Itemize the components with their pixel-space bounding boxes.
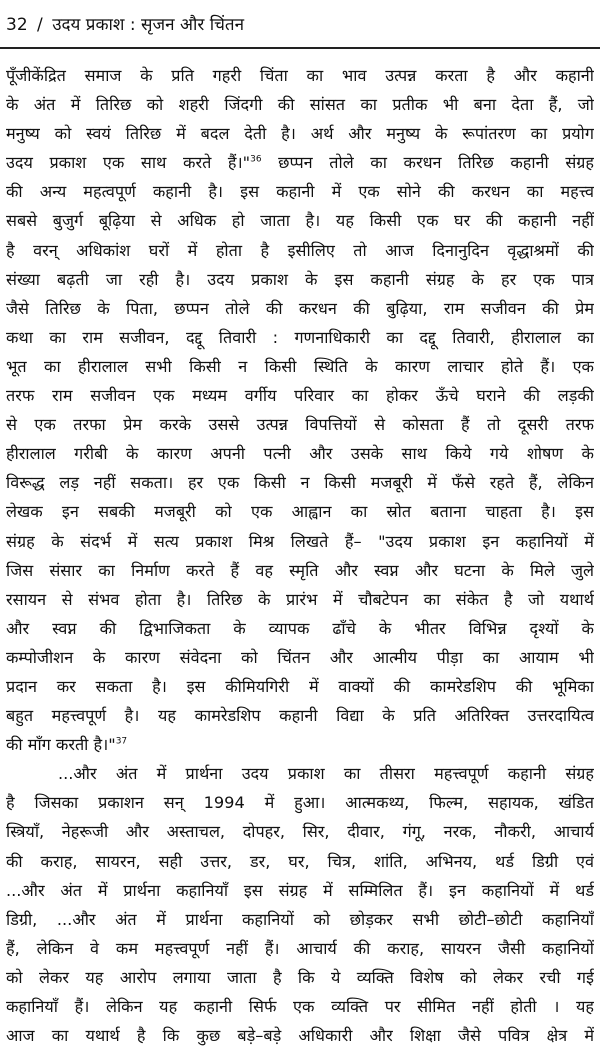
text-line-part: छप्पन तोले का करधन तिरिछ कहानी संग्रह: [261, 153, 594, 173]
page-number: 32: [6, 15, 28, 35]
text-line: कम्पोजीशन के कारण संवेदना को चिंतन और आत्मीय पीड़ा का आयाम भी: [6, 647, 594, 667]
footnote-marker: 37: [115, 736, 128, 747]
text-line: हीरालाल गरीबी के कारण अपनी पत्नी और उसके साथ किये गये शोषण के: [6, 444, 594, 464]
text-line: को लेकर यह आरोप लगाया जाता है कि ये व्यक्ति विशेष को लेकर रची गई: [6, 967, 594, 987]
text-line: जैसे तिरिछ के पिता, छप्पन तोले की करधन की बुढ़िया, राम सजीवन की प्रेम: [6, 298, 594, 318]
text-line-part: उदय प्रकाश एक साथ करते हैं।": [6, 153, 251, 173]
text-line: है जिसका प्रकाशन सन् 1994 में हुआ। आत्मकथ्य, फिल्म, सहायक, खंडित: [6, 793, 594, 813]
text-line: पूँजीकेंद्रित समाज के प्रति गहरी चिंता का भाव उत्पन्न करता है और कहानी: [6, 66, 594, 85]
text-line: रसायन से संभव होता है। तिरिछ के प्रारंभ में चौबटेपन का संकेत है जो यथार्थ: [6, 589, 594, 609]
text-line: की अन्य महत्वपूर्ण कहानी है। इस कहानी में एक सोने की करधन का महत्त्व: [6, 182, 594, 202]
text-line: से एक तरफा प्रेम करके उससे उत्पन्न विपत्तियों से कोसता हैं तो दूसरी तरफ: [6, 415, 594, 435]
text-line: विरूद्ध लड़ नहीं सकता। हर एक किसी न किसी मजबूरी में फँसे रहते हैं, लेकिन: [6, 473, 594, 493]
text-line: ...और अंत में प्रार्थना कहानियाँ इस संग्रह में सम्मिलित हैं। इन कहानियों में थर्ड: [6, 880, 594, 900]
body-text: [6, 61, 594, 1050]
text-line: आज का यथार्थ है कि कुछ बड़े–बड़े अधिकारी और शिक्षा जैसे पवित्र क्षेत्र में: [6, 1026, 594, 1046]
text-line: बहुत महत्त्वपूर्ण है। यह कामरेडशिप कहानी विद्या के प्रति अतिरिक्त उत्तरदायित्व: [6, 706, 594, 726]
text-line: कथा का राम सजीवन, दद्दू तिवारी : गणनाधिकारी का दद्दू तिवारी, हीरालाल का: [6, 327, 594, 347]
text-line: तरफ राम सजीवन एक मध्यम वर्गीय परिवार का होकर ऊँचे घराने की लड़की: [6, 386, 594, 406]
text-line: डिग्री, ...और अंत में प्रार्थना कहानियों को छोड़कर सभी छोटी–छोटी कहानियाँ: [6, 909, 594, 929]
text-line-part: की माँग करती है।": [6, 735, 116, 755]
text-line: [6, 730, 594, 759]
text-line: जिस संसार का निर्माण करते हैं वह स्मृति और स्वप्न और घटना के मिले जुले: [6, 560, 594, 580]
text-line: भूत का हीरालाल सभी किसी न किसी स्थिति के कारण लाचार होते हैं। एक: [6, 356, 594, 376]
text-line: प्रदान कर सकता है। इस कीमियगिरी में वाक्यों की कामरेडशिप की भूमिका: [6, 676, 594, 696]
text-line: है वरन् अधिकांश घरों में होता है इसीलिए तो आज दिनानुदिन वृद्धाश्रमों की: [6, 240, 594, 260]
text-line: ...और अंत में प्रार्थना उदय प्रकाश का तीसरा महत्त्वपूर्ण कहानी संग्रह: [58, 764, 594, 784]
text-line: के अंत में तिरिछ को शहरी जिंदगी की सांसत का प्रतीक भी बना देता हैं, जो: [6, 95, 594, 115]
header-rule: [0, 47, 600, 49]
text-line: की कराह, सायरन, सही उत्तर, डर, घर, चित्र, शांति, अभिनय, थर्ड डिग्री एवं: [6, 851, 594, 871]
book-title: उदय प्रकाश : सृजन और चिंतन: [52, 15, 245, 35]
text-line: स्त्रियाँ, नेहरूजी और अस्ताचल, दोपहर, सिर, दीवार, गंगू, नरक, नौकरी, आचार्य: [6, 822, 594, 842]
footnote-marker: 36: [250, 154, 262, 165]
running-head: [6, 10, 594, 40]
header-separator: /: [37, 15, 43, 35]
text-line: [6, 148, 594, 177]
text-line: संग्रह के संदर्भ में सत्य प्रकाश मिश्र लिखते हैं– "उदय प्रकाश इन कहानियों में: [6, 531, 594, 551]
text-line: लेखक इन सबकी मजबूरी को एक आह्वान का स्रोत बताना चाहता है। इस: [6, 502, 594, 522]
text-line: कहानियाँ हैं। लेकिन यह कहानी सिर्फ एक व्यक्ति पर सीमित नहीं होती । यह: [6, 997, 594, 1016]
text-line: संख्या बढ़ती जा रही है। उदय प्रकाश के इस कहानी संग्रह के हर एक पात्र: [6, 269, 594, 289]
text-line: और स्वप्न की द्विभाजिकता के व्यापक ढाँचे के भीतर विभिन्न दृश्यों के: [6, 618, 594, 638]
text-line: मनुष्य को स्वयं तिरिछ में बदल देती है। अर्थ और मनुष्य के रूपांतरण का प्रयोग: [6, 124, 594, 144]
text-line: हैं, लेकिन वे कम महत्त्वपूर्ण नहीं हैं। आचार्य की कराह, सायरन जैसी कहानियों: [6, 938, 594, 958]
text-line: सबसे बुजुर्ग बूढ़िया से अधिक हो जाता है। यह किसी एक घर की कहानी नहीं: [6, 211, 594, 231]
